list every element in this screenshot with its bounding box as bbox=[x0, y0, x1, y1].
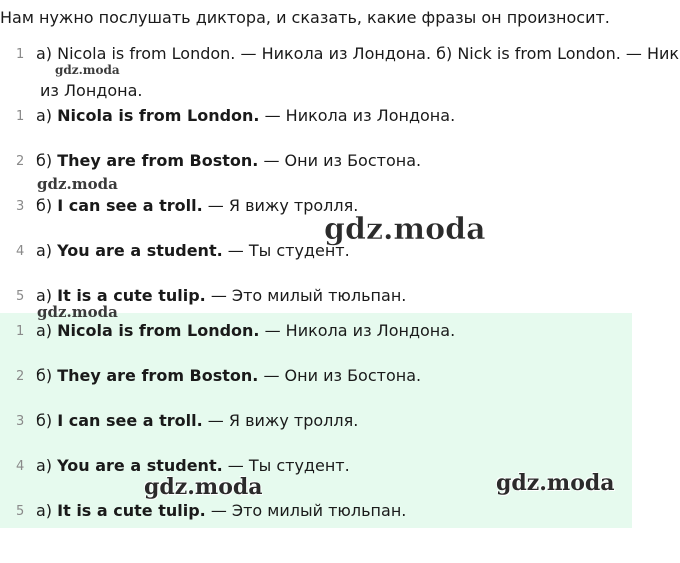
english-phrase: They are from Boston. bbox=[57, 151, 259, 170]
item-text bbox=[36, 196, 358, 216]
item-text: а) Nicola is from London. — Никола из Лондона. б) Nick is from London. — Ник bbox=[36, 44, 680, 63]
option-letter: б) bbox=[36, 411, 58, 430]
option-letter: а) bbox=[36, 501, 58, 520]
item-text bbox=[36, 411, 358, 431]
translation: — Ты студент. bbox=[222, 456, 350, 475]
item-number: 1 bbox=[16, 109, 25, 124]
item-number: 5 bbox=[16, 504, 25, 519]
translation: — Никола из Лондона. bbox=[259, 321, 456, 340]
watermark: gdz.moda bbox=[496, 470, 615, 496]
watermark: gdz.moda bbox=[324, 212, 486, 247]
item-text bbox=[36, 501, 406, 521]
item-number: 4 bbox=[16, 244, 25, 259]
intro-text: Нам нужно послушать диктора, и сказать, какие фразы он произносит. bbox=[0, 8, 610, 27]
english-phrase: They are from Boston. bbox=[57, 366, 259, 385]
translation: — Я вижу тролля. bbox=[202, 411, 359, 430]
english-phrase: Nicola is from London. bbox=[57, 106, 260, 125]
item-text bbox=[36, 366, 421, 386]
watermark: gdz.moda bbox=[37, 175, 118, 193]
translation: — Они из Бостона. bbox=[258, 151, 422, 170]
english-phrase: I can see a troll. bbox=[57, 411, 203, 430]
translation: — Это милый тюльпан. bbox=[205, 501, 407, 520]
item-number: 3 bbox=[16, 414, 25, 429]
english-phrase: It is a cute tulip. bbox=[57, 286, 206, 305]
translation: — Они из Бостона. bbox=[258, 366, 422, 385]
item-text bbox=[36, 321, 455, 341]
item-text bbox=[36, 151, 421, 171]
translation: — Это милый тюльпан. bbox=[205, 286, 407, 305]
watermark: gdz.moda bbox=[144, 474, 263, 500]
item-number: 1 bbox=[16, 324, 25, 339]
english-phrase: Nicola is from London. bbox=[57, 321, 260, 340]
translation: — Ты студент. bbox=[222, 241, 350, 260]
option-letter: а) bbox=[36, 321, 58, 340]
option-letter: а) bbox=[36, 106, 58, 125]
item-number: 2 bbox=[16, 369, 25, 384]
watermark: gdz.moda bbox=[55, 63, 120, 77]
item-text bbox=[36, 241, 350, 261]
english-phrase: It is a cute tulip. bbox=[57, 501, 206, 520]
option-letter: а) bbox=[36, 286, 58, 305]
item-text bbox=[36, 106, 455, 126]
option-letter: б) bbox=[36, 366, 58, 385]
english-phrase: You are a student. bbox=[57, 456, 223, 475]
translation: — Никола из Лондона. bbox=[259, 106, 456, 125]
watermark: gdz.moda bbox=[37, 303, 118, 321]
item-number: 2 bbox=[16, 154, 25, 169]
item-text-continued: из Лондона. bbox=[40, 81, 143, 100]
item-number: 4 bbox=[16, 459, 25, 474]
option-letter: б) bbox=[36, 196, 58, 215]
option-letter: а) bbox=[36, 241, 58, 260]
item-text bbox=[36, 456, 350, 476]
item-number: 5 bbox=[16, 289, 25, 304]
english-phrase: I can see a troll. bbox=[57, 196, 203, 215]
item-number: 1 bbox=[16, 47, 25, 62]
item-number: 3 bbox=[16, 199, 25, 214]
option-letter: а) bbox=[36, 456, 58, 475]
english-phrase: You are a student. bbox=[57, 241, 223, 260]
translation: — Я вижу тролля. bbox=[202, 196, 359, 215]
option-letter: б) bbox=[36, 151, 58, 170]
